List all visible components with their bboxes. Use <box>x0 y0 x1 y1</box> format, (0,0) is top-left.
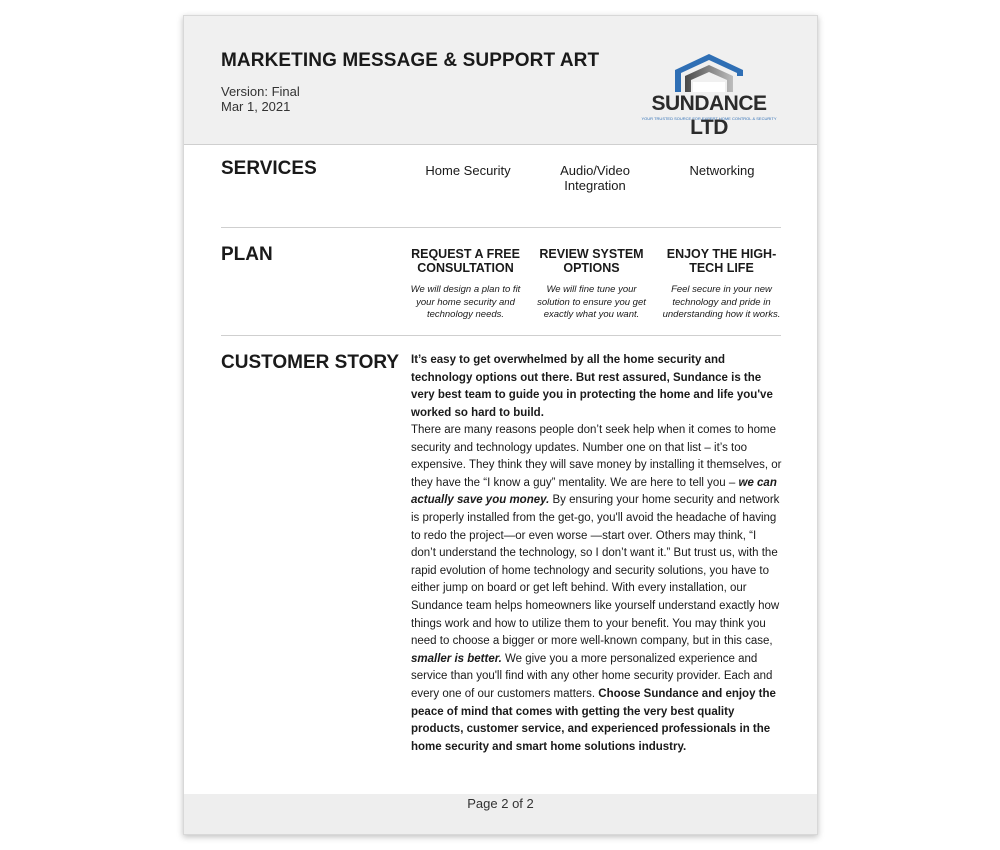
service-networking: Networking <box>689 163 755 178</box>
story-paragraph-part: By ensuring your home security and network is properly installed from the get-go, you'll avoid the headache of having to redo the project—or even worse —start over. Others may think, “I don’t understand the technology, so I don’t want it.” But trust us, with the rapid evolution of home technology and security solutions, you have to either jump on board or get left behind. With every installation, our Sundance team helps homeowners like yourself understand exactly how things work and how to utilize them to your benefit. You may think you need to choose a bigger or more well-known company, but in this case, <box>411 494 780 648</box>
document-footer <box>184 794 817 834</box>
service-home-security: Home Security <box>425 163 511 178</box>
document-page <box>183 15 818 835</box>
company-logo <box>634 52 784 139</box>
story-intro <box>411 352 783 422</box>
plan-step-2-desc: We will fine tune your solution to ensure you get exactly what you want. <box>537 284 646 320</box>
story-intro-text: It’s easy to get overwhelmed by all the home security and technology options out there. But rest assured, Sundance is the very best team to guide you in protecting the home and life you've worked so hard to build. <box>411 354 773 419</box>
house-logo-icon <box>671 52 747 92</box>
plan-step-3-title: ENJOY THE HIGH-TECH LIFE <box>666 247 777 275</box>
services-heading: SERVICES <box>221 158 317 179</box>
story-paragraph-part: There are many reasons people don’t seek help when it comes to home security and technology updates. Number one on that list – it’s too expensive. They think they will save money by installing it themselves, or they have the “I know a guy” mentality. We are here to tell you – <box>411 424 782 489</box>
page-number: Page 2 of 2 <box>467 796 534 811</box>
divider <box>221 227 781 228</box>
divider <box>221 335 781 336</box>
logo-tagline: YOUR TRUSTED SOURCE FOR EXPERT HOME CONTROL & SECURITY <box>641 116 777 121</box>
story-emphasis: smaller is better. <box>411 652 502 665</box>
document-title: MARKETING MESSAGE & SUPPORT ART <box>221 50 600 71</box>
date-label: Mar 1, 2021 <box>221 99 291 114</box>
plan-step-3-desc: Feel secure in your new technology and pride in understanding how it works. <box>662 284 781 320</box>
story-closing: Choose Sundance and enjoy the peace of mind that comes with getting the very best quality products, customer service, and experienced professionals in the home security and smart home solutions industry. <box>411 687 776 753</box>
plan-step-1-desc: We will design a plan to fit your home security and technology needs. <box>410 284 521 320</box>
plan-heading: PLAN <box>221 244 273 265</box>
logo-wordmark: SUNDANCE LTD <box>651 92 767 139</box>
document-header <box>184 16 817 145</box>
service-audio-video: Audio/Video Integration <box>560 163 630 193</box>
story-paragraph-part: We give you a more personalized experience and service than you'll find with any other home security provider. Each and every one of our customers matters. <box>411 652 773 700</box>
plan-step-2-title: REVIEW SYSTEM OPTIONS <box>539 247 644 275</box>
story-body <box>411 422 783 756</box>
story-heading: CUSTOMER STORY <box>221 352 400 373</box>
plan-step-1-title: REQUEST A FREE CONSULTATION <box>411 247 520 275</box>
version-label: Version: Final <box>221 84 300 99</box>
story-emphasis: we can actually save you money. <box>411 476 777 507</box>
